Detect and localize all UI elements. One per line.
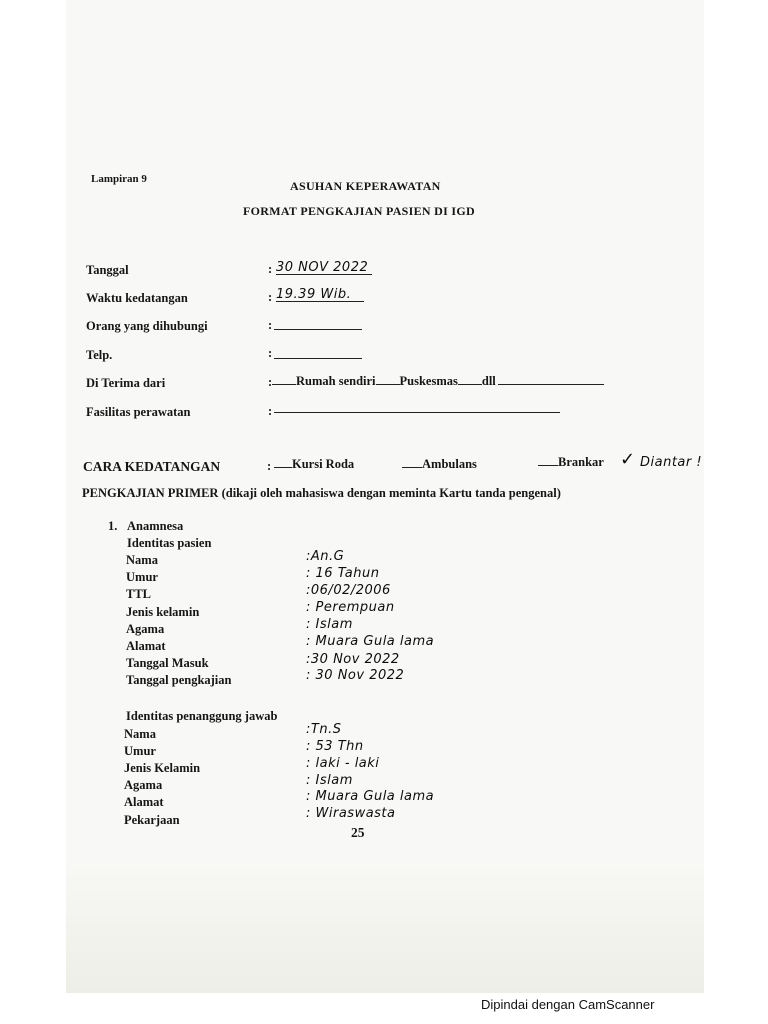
pasien-agama-label: Agama — [126, 622, 165, 636]
pasien-ttl-value: :06/02/2006 — [306, 583, 391, 598]
pasien-jenis-kelamin-value: : Perempuan — [306, 600, 395, 615]
blank — [458, 374, 482, 385]
blank — [402, 457, 422, 468]
pasien-umur-label: Umur — [126, 570, 158, 584]
camscanner-footer: Dipindai dengan CamScanner — [481, 997, 655, 1012]
colon: : — [267, 459, 272, 473]
pasien-ttl-label: TTL — [126, 587, 152, 601]
fasilitas-blank — [274, 402, 560, 413]
option-rumah-sendiri: Rumah sendiri — [296, 374, 376, 388]
blank — [538, 455, 558, 466]
value-text: 30 Nov 2022 — [310, 652, 400, 667]
pj-agama-value: : Islam — [306, 773, 353, 788]
document-title: ASUHAN KEPERAWATAN — [290, 179, 441, 193]
pasien-alamat-label: Alamat — [126, 639, 166, 653]
pengkajian-primer-heading: PENGKAJIAN PRIMER (dikaji oleh mahasiswa dengan meminta Kartu tanda pengenal) — [82, 486, 561, 500]
blank — [498, 374, 604, 385]
check-mark-icon: ✓ — [620, 449, 636, 470]
identitas-pasien-heading: Identitas pasien — [127, 536, 212, 550]
pj-umur-value: : 53 Thn — [306, 739, 364, 754]
tanggal-field — [276, 258, 372, 275]
tanggal-value: 30 NOV 2022 — [276, 260, 369, 275]
diterima-options — [272, 374, 604, 389]
option-brankar — [538, 455, 604, 470]
document-subtitle: FORMAT PENGKAJIAN PASIEN DI IGD — [243, 204, 475, 218]
value-text: 30 Nov 2022 — [315, 668, 405, 683]
value-text: laki - laki — [315, 756, 380, 771]
value-text: Islam — [315, 617, 353, 632]
waktu-value: 19.39 Wib. — [276, 287, 352, 302]
option-ambulans — [402, 457, 477, 472]
blank — [272, 374, 296, 385]
pj-jenis-kelamin-label: Jenis Kelamin — [124, 761, 201, 775]
identitas-penanggung-jawab-heading: Identitas penanggung jawab — [126, 709, 278, 723]
section-number: 1. — [108, 519, 118, 533]
cara-kedatangan-label: CARA KEDATANGAN — [83, 459, 221, 474]
pj-umur-label: Umur — [124, 744, 156, 758]
option-dll: dll — [481, 374, 496, 388]
lampiran-label: Lampiran 9 — [91, 173, 147, 185]
pasien-tanggal-masuk-label: Tanggal Masuk — [126, 656, 209, 670]
kursi-roda-text: Kursi Roda — [292, 457, 355, 471]
value-text: Wiraswasta — [315, 806, 396, 821]
pj-alamat-label: Alamat — [124, 795, 164, 809]
pasien-agama-value: : Islam — [306, 617, 353, 632]
value-text: An.G — [310, 549, 345, 564]
value-text: 16 Tahun — [315, 566, 380, 581]
value-text: Perempuan — [315, 600, 395, 615]
orang-blank — [274, 318, 362, 330]
tanggal-label: Tanggal — [86, 263, 129, 277]
pasien-jenis-kelamin-label: Jenis kelamin — [126, 605, 200, 619]
ambulans-text: Ambulans — [422, 457, 477, 471]
diantar-handwritten: Diantar ! — [640, 455, 703, 470]
value-text: Islam — [315, 773, 353, 788]
colon: : — [268, 346, 273, 360]
pj-jenis-kelamin-value: : laki - laki — [306, 756, 380, 771]
page-number: 25 — [351, 825, 365, 840]
value-text: Muara Gula lama — [315, 634, 435, 649]
option-puskesmas: Puskesmas — [399, 374, 458, 388]
pasien-umur-value: : 16 Tahun — [306, 566, 380, 581]
fasilitas-label: Fasilitas perawatan — [86, 405, 191, 419]
colon: : — [268, 404, 273, 418]
pj-pekerjaan-label: Pekarjaan — [124, 813, 180, 827]
waktu-field — [276, 285, 364, 302]
paper-scan-shading — [66, 860, 704, 993]
anamnesa-title: Anamnesa — [127, 519, 184, 533]
colon: : — [268, 290, 273, 304]
pj-pekerjaan-value: : Wiraswasta — [306, 806, 396, 821]
pasien-nama-value: :An.G — [306, 549, 345, 564]
pasien-tanggal-pengkajian-label: Tanggal pengkajian — [126, 673, 232, 687]
pasien-tanggal-masuk-value: :30 Nov 2022 — [306, 652, 400, 667]
option-kursi-roda — [274, 457, 354, 472]
pj-alamat-value: : Muara Gula lama — [306, 789, 435, 804]
colon: : — [268, 318, 273, 332]
value-text: Muara Gula lama — [315, 789, 435, 804]
pasien-alamat-value: : Muara Gula lama — [306, 634, 435, 649]
value-text: Tn.S — [310, 722, 342, 737]
pasien-tanggal-pengkajian-value: : 30 Nov 2022 — [306, 668, 405, 683]
diterima-label: Di Terima dari — [86, 376, 166, 390]
value-text: 53 Thn — [315, 739, 364, 754]
blank — [376, 374, 400, 385]
orang-label: Orang yang dihubungi — [86, 319, 208, 333]
telp-label: Telp. — [86, 348, 113, 362]
brankar-text: Brankar — [558, 455, 604, 469]
pj-agama-label: Agama — [124, 778, 163, 792]
colon: : — [268, 262, 273, 276]
blank — [274, 457, 292, 468]
telp-blank — [274, 347, 362, 359]
pj-nama-label: Nama — [124, 727, 156, 741]
pasien-nama-label: Nama — [126, 553, 158, 567]
value-text: 06/02/2006 — [310, 583, 391, 598]
colon: : — [268, 375, 273, 389]
pj-nama-value: :Tn.S — [306, 722, 342, 737]
waktu-label: Waktu kedatangan — [86, 291, 188, 305]
